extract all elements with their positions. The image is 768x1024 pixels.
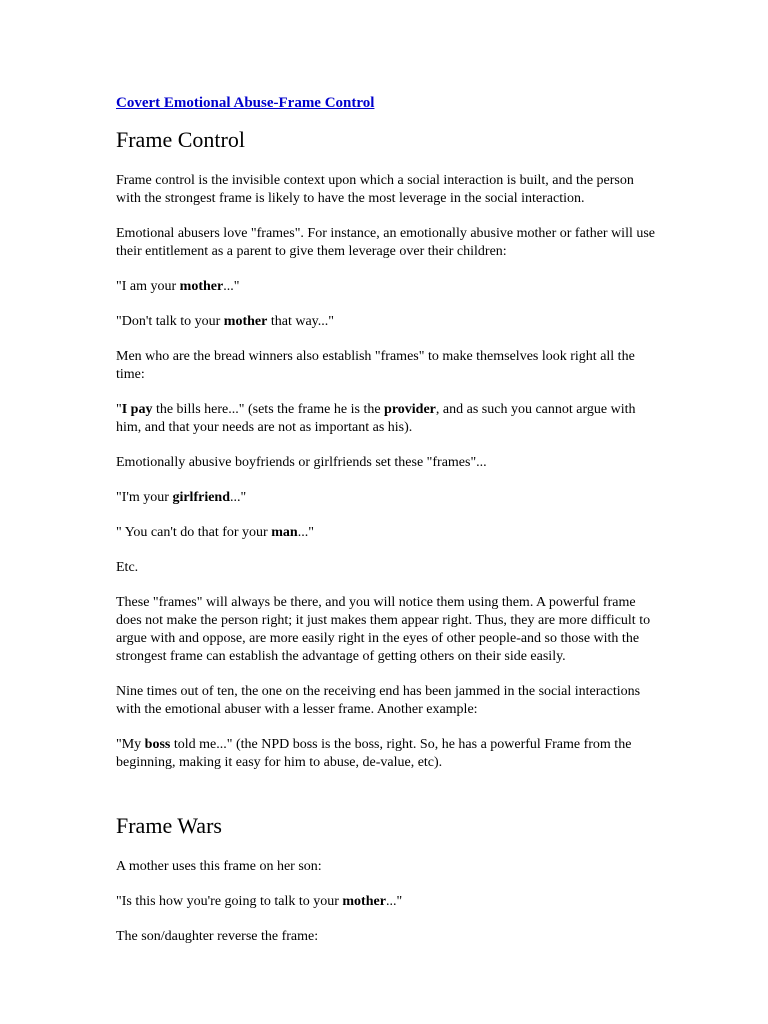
section-heading-frame-control: Frame Control (116, 127, 245, 152)
quote-text: "I am your (116, 279, 180, 294)
quote-i-am-your-mother (116, 278, 656, 296)
quote-dont-talk (116, 313, 656, 331)
quote-text: ..." (223, 279, 240, 294)
paragraph-bread-winners: Men who are the bread winners also establish "frames" to make themselves look right all the time: (116, 349, 635, 382)
paragraph-mother-uses: A mother uses this frame on her son: (116, 859, 322, 874)
quote-girlfriend (116, 489, 656, 507)
quote-text: "Don't talk to your (116, 314, 224, 329)
quote-how-talk-to-mother (116, 893, 656, 911)
paragraph-emotional-abusers: Emotional abusers love "frames". For instance, an emotionally abusive mother or father will use their entitlement as a parent to give them leverage over their children: (116, 226, 656, 259)
paragraph-boyfriends-girlfriends: Emotionally abusive boyfriends or girlfriends set these "frames"... (116, 455, 487, 470)
paragraph-reverse-frame: The son/daughter reverse the frame: (116, 929, 319, 944)
quote-text: the bills here..." (sets the frame he is the (152, 402, 385, 417)
quote-text: ..." (385, 894, 403, 909)
quote-text: , and as such you cannot argue with him, and that your needs are not as important as his). (116, 402, 636, 435)
quote-bold: provider (384, 402, 436, 417)
quote-bold: mother (342, 894, 386, 909)
quote-text: "Is this how you're going to talk to your (116, 894, 343, 909)
section-heading-frame-wars: Frame Wars (116, 813, 222, 838)
quote-text: told me..." (the NPD boss is the boss, right. So, he has a powerful Frame from the beginning, making it easy for him to abuse, de-value, etc). (116, 737, 632, 770)
quote-bold: boss (144, 737, 171, 752)
quote-text: ..." (297, 525, 314, 540)
paragraph-frames-always: These "frames" will always be there, and you will notice them using them. A powerful frame does not make the person right; it just makes them appear right. Thus, they are more difficult to argue with and oppose, are more easily right in the eyes of other people-and so those with the strongest frame can establish the advantage of getting others on their side easily. (116, 595, 651, 664)
quote-i-pay (116, 401, 656, 437)
quote-bold: mother (179, 279, 224, 294)
quote-bold: man (271, 525, 298, 540)
quote-bold: girlfriend (172, 490, 230, 505)
paragraph-nine-times: Nine times out of ten, the one on the receiving end has been jammed in the social interactions with the emotional abuser with a lesser frame. Another example: (116, 684, 641, 717)
document-page (116, 92, 656, 963)
paragraph-etc: Etc. (116, 560, 139, 575)
quote-man (116, 524, 656, 542)
quote-text: " (116, 402, 122, 417)
quote-text: ..." (230, 490, 247, 505)
title-link[interactable]: Covert Emotional Abuse-Frame Control (116, 95, 375, 111)
quote-text: "My (116, 737, 145, 752)
quote-text: " You can't do that for your (116, 525, 272, 540)
quote-text: that way..." (267, 314, 334, 329)
paragraph-intro: Frame control is the invisible context upon which a social interaction is built, and the person with the strongest frame is likely to have the most leverage in the social interaction. (116, 173, 634, 206)
quote-text: "I'm your (116, 490, 173, 505)
quote-bold: I pay (121, 402, 153, 417)
quote-my-boss (116, 736, 656, 772)
quote-bold: mother (223, 314, 268, 329)
